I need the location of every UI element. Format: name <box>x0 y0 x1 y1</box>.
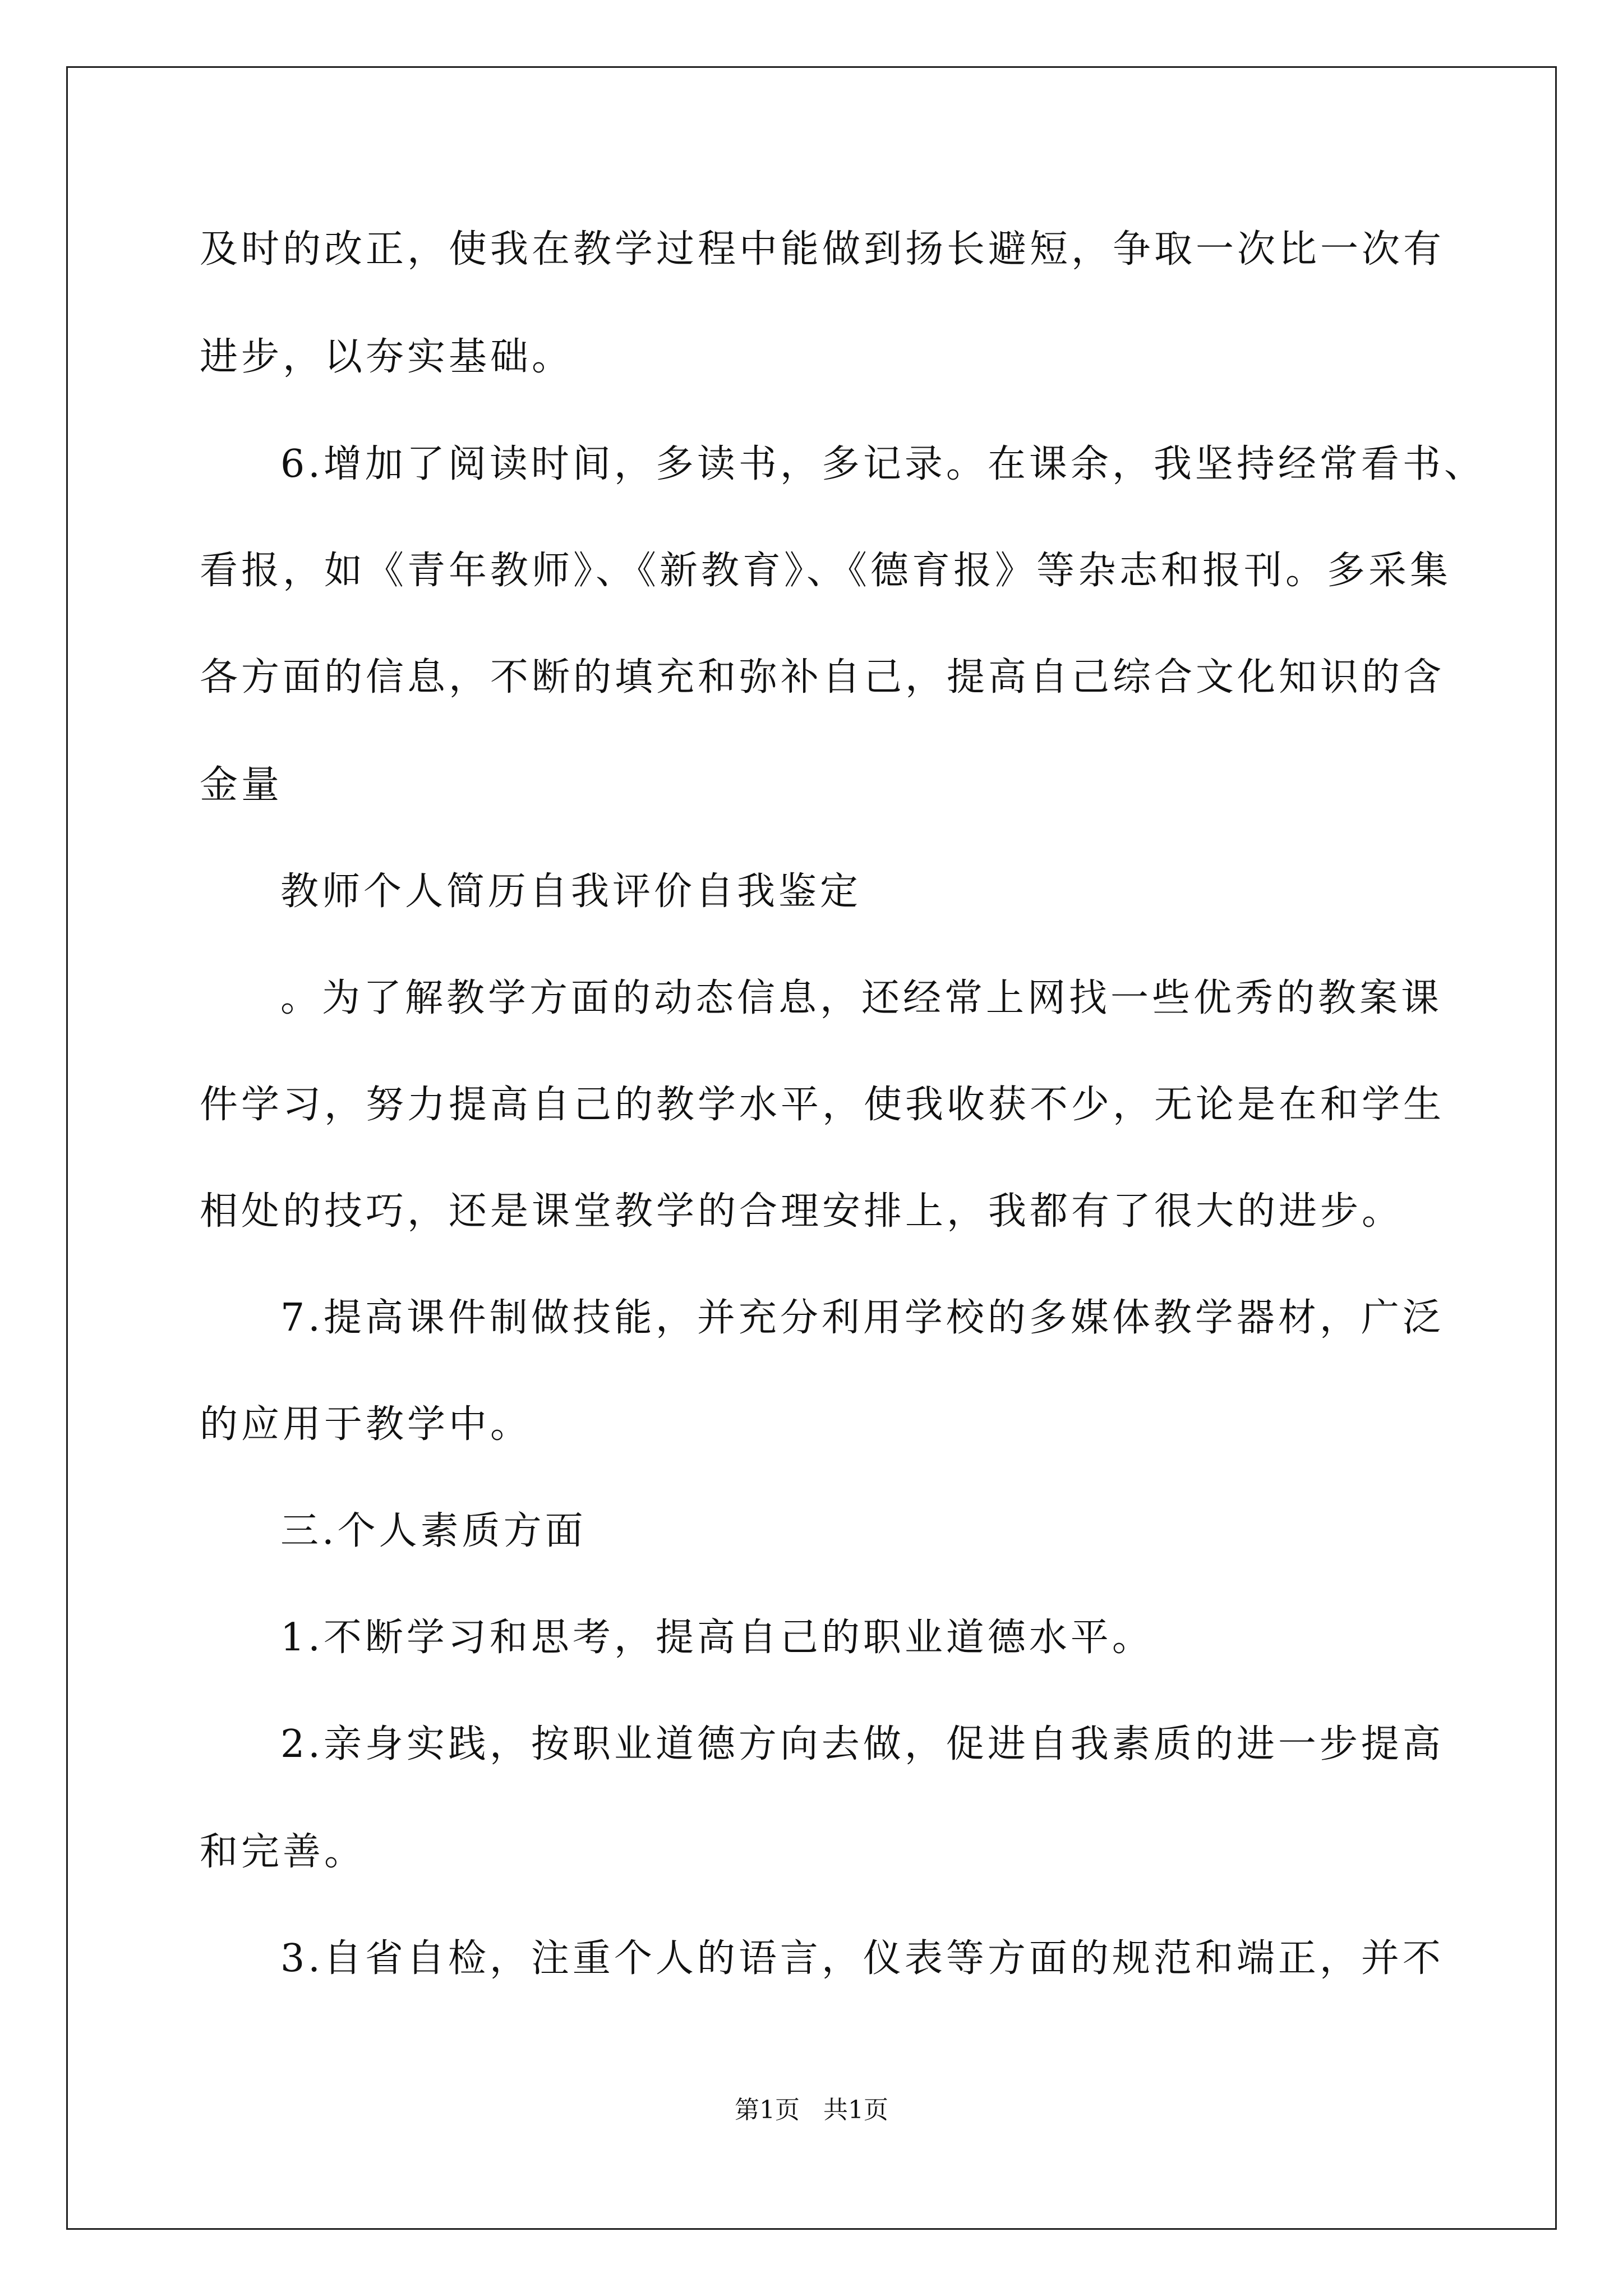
text-line: 。为了解教学方面的动态信息，还经常上网找一些优秀的教案课 <box>280 976 1443 1020</box>
section-heading: 三.个人素质方面 <box>280 1509 587 1553</box>
text-line: 相处的技巧，还是课堂教学的合理安排上，我都有了很大的进步。 <box>200 1189 1404 1234</box>
text-line: 及时的改正，使我在教学过程中能做到扬长避短，争取一次比一次有 <box>200 227 1445 272</box>
text-line: 看报，如《青年教师》、《新教育》、《德育报》等杂志和报刊。多采集 <box>200 549 1452 593</box>
text-line: 7.提高课件制做技能，并充分利用学校的多媒体教学器材，广泛 <box>280 1296 1444 1340</box>
text-line: 6.增加了阅读时间，多读书，多记录。在课余，我坚持经常看书、 <box>280 442 1486 486</box>
text-line: 2.亲身实践，按职业道德方向去做，促进自我素质的进一步提高 <box>280 1722 1444 1766</box>
text-line: 金量 <box>200 763 283 807</box>
text-line: 件学习，努力提高自己的教学水平，使我收获不少，无论是在和学生 <box>200 1083 1445 1127</box>
text-line: 3.自省自检，注重个人的语言，仪表等方面的规范和端正，并不 <box>280 1936 1444 1981</box>
page-border <box>66 66 1557 2230</box>
section-heading: 教师个人简历自我评价自我鉴定 <box>280 869 862 914</box>
text-line: 进步，以夯实基础。 <box>200 335 574 379</box>
text-line: 1.不断学习和思考，提高自己的职业道德水平。 <box>280 1616 1154 1660</box>
text-line: 和完善。 <box>200 1830 366 1874</box>
text-line: 的应用于教学中。 <box>200 1402 532 1447</box>
text-line: 各方面的信息，不断的填充和弥补自己，提高自己综合文化知识的含 <box>200 655 1445 700</box>
page-number-footer: 第1页 共1页 <box>735 2096 888 2124</box>
